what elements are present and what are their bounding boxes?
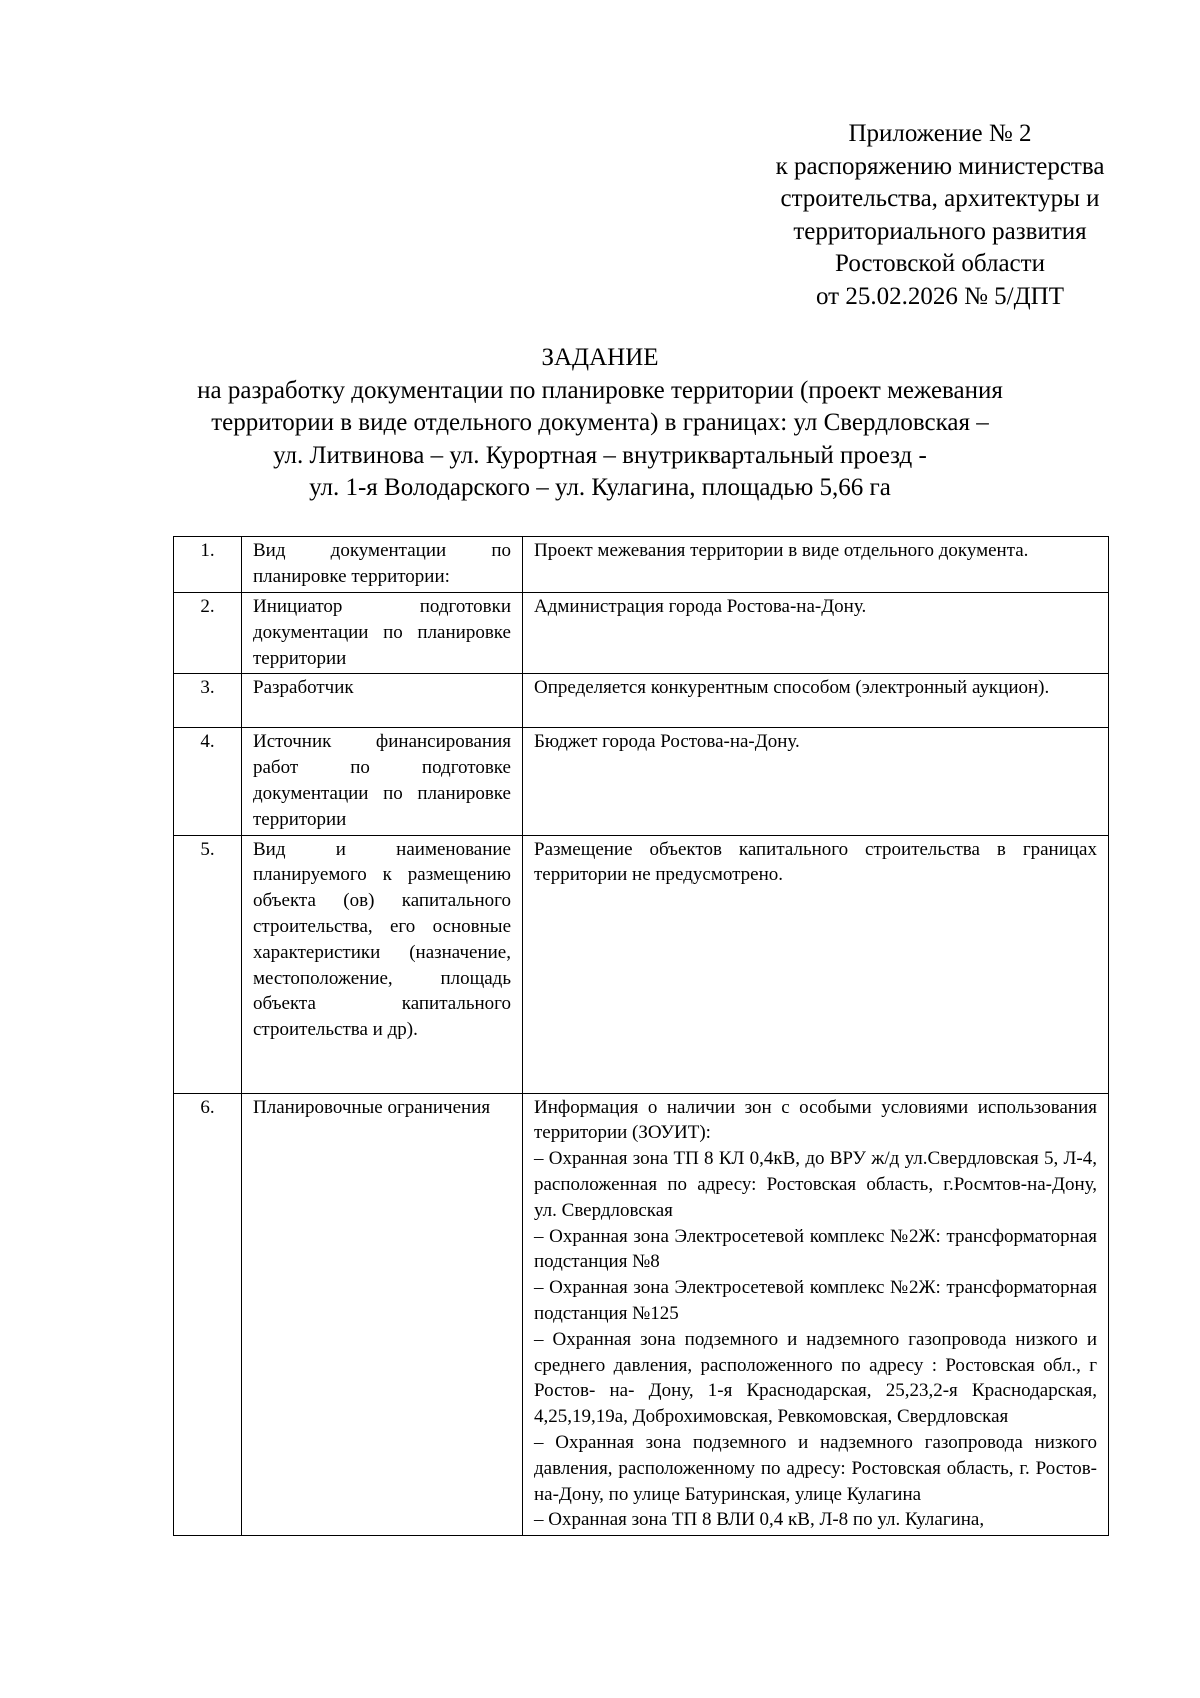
appendix-block (700, 118, 1180, 313)
appendix-line: к распоряжению министерства (775, 152, 1105, 180)
row-value-paragraph: Администрация города Ростова-на-Дону. (534, 596, 867, 617)
row-number: 4. (174, 728, 242, 835)
table-row (174, 674, 1109, 728)
row-value (523, 537, 1109, 593)
table-row (174, 1093, 1109, 1536)
subtitle-line: ул. Литвинова – ул. Курортная – внутриквартальный проезд - (273, 441, 927, 469)
table-row (174, 537, 1109, 593)
row-label: Вид документации по планировке территории: (242, 537, 523, 593)
row-number: 3. (174, 674, 242, 728)
appendix-line: Ростовской области (835, 250, 1045, 277)
subtitle-line: ул. 1-я Володарского – ул. Кулагина, площадью 5,66 га (309, 474, 891, 502)
row-value-paragraph: – Охранная зона подземного и надземного газопровода низкого давления, расположенному по адресу: Ростовская область, г. Ростов-на-Дону, по улице Батуринская, улице Кулагина (534, 1431, 1097, 1505)
row-label: Инициатор подготовки документации по планировке территории (242, 593, 523, 674)
document-title: ЗАДАНИЕ (541, 344, 659, 371)
row-value-paragraph: – Охранная зона Электросетевой комплекс №2Ж: трансформаторная подстанция №8 (534, 1225, 1097, 1273)
table-row (174, 728, 1109, 835)
subtitle-line: территории в виде отдельного документа) в границах: ул Свердловская – (211, 409, 989, 437)
subtitle-line: на разработку документации по планировке территории (проект межевания (197, 376, 1003, 404)
row-value-paragraph: – Охранная зона ТП 8 ВЛИ 0,4 кВ, Л-8 по ул. Кулагина, (534, 1509, 985, 1531)
table-row (174, 593, 1109, 674)
appendix-line: территориального развития (793, 217, 1087, 245)
row-label: Планировочные ограничения (242, 1093, 523, 1536)
row-label: Источник финансирования работ по подготовке документации по планировке территории (242, 728, 523, 835)
row-number: 1. (174, 537, 242, 593)
row-value-paragraph: – Охранная зона Электросетевой комплекс №2Ж: трансформаторная подстанция №125 (534, 1277, 1097, 1324)
appendix-line: Приложение № 2 (848, 120, 1032, 147)
appendix-line: от 25.02.2026 № 5/ДПТ (815, 282, 1065, 310)
row-value (523, 728, 1109, 835)
row-number: 5. (174, 835, 242, 1093)
row-value-paragraph: Информация о наличии зон с особыми условиями использования территории (ЗОУИТ): (534, 1096, 1097, 1144)
table-row (174, 835, 1109, 1093)
row-label: Вид и наименование планируемого к размещению объекта (ов) капитального строительства, его основные характеристики (назначение, местоположение, площадь объекта капитального строительства и др). (242, 835, 523, 1093)
row-value-paragraph: Определяется конкурентным способом (электронный аукцион). (534, 677, 1050, 699)
document-heading (100, 342, 1100, 505)
row-value-paragraph: Бюджет города Ростова-на-Дону. (534, 731, 800, 753)
row-number: 6. (174, 1093, 242, 1536)
row-value-paragraph: – Охранная зона ТП 8 КЛ 0,4кВ, до ВРУ ж/д ул.Свердловская 5, Л-4, расположенная по адресу: Ростовская область, г.Росмтов-на-Дону, ул. Свердловская (534, 1148, 1097, 1221)
row-value (523, 593, 1109, 674)
row-value-paragraph: Проект межевания территории в виде отдельного документа. (534, 540, 1029, 561)
row-value (523, 674, 1109, 728)
appendix-line: строительства, архитектуры и (780, 185, 1100, 212)
row-value-paragraph: – Охранная зона подземного и надземного газопровода низкого и среднего давления, расположенного по адресу : Ростовская обл., г Ростов- на- Дону, 1-я Краснодарская, 25,23,2-я Краснодарская, 4,25,19,19а, Доброхимовская, Ревкомовская, Свердловская (534, 1328, 1097, 1428)
row-label: Разработчик (242, 674, 523, 728)
row-value (523, 1093, 1109, 1536)
row-number: 2. (174, 593, 242, 674)
row-value (523, 835, 1109, 1093)
row-value-paragraph: Размещение объектов капитального строительства в границах территории не предусмотрено. (534, 838, 1097, 886)
task-table (173, 536, 1109, 1536)
